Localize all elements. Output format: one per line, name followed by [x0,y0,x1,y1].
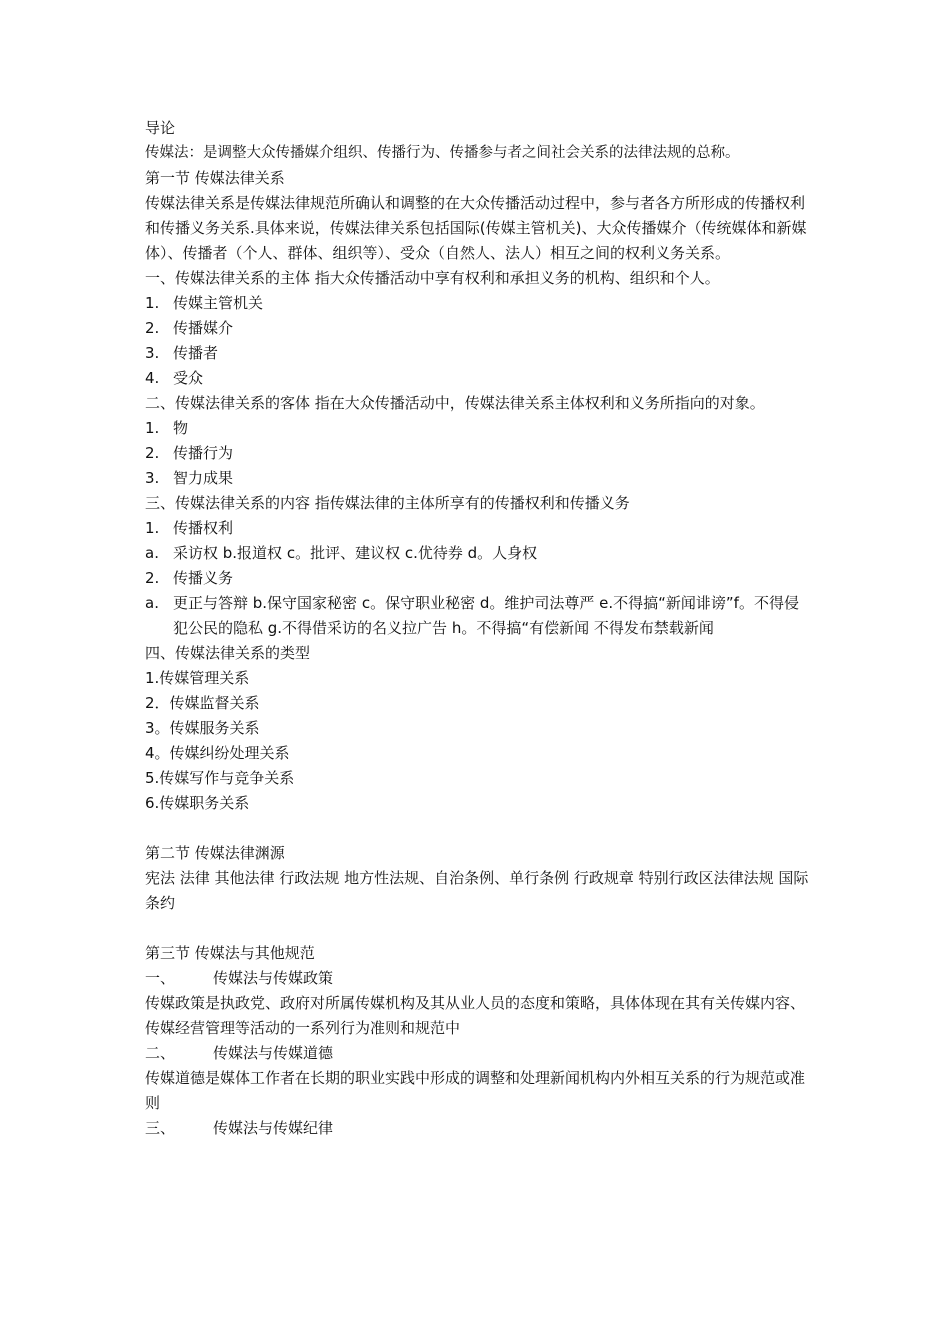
list-item-text: 智力成果 [173,469,234,487]
list-item: 4。传媒纠纷处理关系 [145,744,290,762]
blank-line [145,816,810,841]
list-item: 5.传媒写作与竞争关系 [145,769,295,787]
list-item-text: 传媒主管机关 [173,294,264,312]
part2-heading: 二、传媒法律关系的客体 指在大众传播活动中，传媒法律关系主体权利和义务所指向的对象。 [145,394,765,412]
list-item [145,566,810,591]
list-item-text: 受众 [173,369,204,387]
list-item: 3。传媒服务关系 [145,719,260,737]
subsection-number: 三、 [145,1119,176,1137]
list-item [145,416,810,441]
section1-paragraph: 传媒法律关系是传媒法律规范所确认和调整的在大众传播活动过程中，参与者各方所形成的传播权利和传播义务关系.具体来说，传媒法律关系包括国际(传媒主管机关)、大众传播媒介（传统媒体和新媒体）、传播者（个人、群体、组织等）、受众（自然人、法人）相互之间的权利义务关系。 [145,194,807,262]
part3-heading: 三、传媒法律关系的内容 指传媒法律的主体所享有的传播权利和传播义务 [145,494,630,512]
subsection-text: 传媒法与传媒政策 [213,969,334,987]
list-item-number: 1. [145,519,160,537]
subsection-text: 传媒法与传媒纪律 [213,1119,334,1137]
list-item-text: 传播者 [173,344,219,362]
list-item [145,466,810,491]
list-item: 6.传媒职务关系 [145,794,250,812]
section2-paragraph: 宪法 法律 其他法律 行政法规 地方性法规、自治条例、单行条例 行政规章 特别行政区法律法规 国际条约 [145,869,809,912]
list-item-number: 1. [145,294,160,312]
subsection-heading [145,1041,810,1066]
section2-title: 第二节 传媒法律渊源 [145,844,285,862]
section3-paragraph: 传媒政策是执政党、政府对所属传媒机构及其从业人员的态度和策略，具体体现在其有关传媒内容、传媒经营管理等活动的一系列行为准则和规范中 [145,994,806,1037]
section3-paragraph: 传媒道德是媒体工作者在长期的职业实践中形成的调整和处理新闻机构内外相互关系的行为规范或准则 [145,1069,806,1112]
list-item-letter: a. [145,594,159,612]
list-item-number: 3. [145,344,160,362]
section1-title: 第一节 传媒法律关系 [145,169,285,187]
list-item-text: 传播权利 [173,519,234,537]
subsection-number: 一、 [145,969,176,987]
subsection-heading [145,966,810,991]
list-item [145,591,810,641]
intro-title: 导论 [145,119,176,137]
list-item-text: 更正与答辩 b.保守国家秘密 c。保守职业秘密 d。维护司法尊严 e.不得搞“新闻诽谤”f。不得侵犯公民的隐私 g.不得借采访的名义拉广告 h。不得搞“有偿新闻 不得发布禁载新闻 [173,594,799,637]
subsection-text: 传媒法与传媒道德 [213,1044,334,1062]
blank-line [145,916,810,941]
list-item [145,291,810,316]
list-item [145,541,810,566]
list-item [145,341,810,366]
list-item-number: 3. [145,469,160,487]
list-item-text: 物 [173,419,189,437]
section3-title: 第三节 传媒法与其他规范 [145,944,315,962]
list-item [145,316,810,341]
list-item-text: 传播义务 [173,569,234,587]
subsection-number: 二、 [145,1044,176,1062]
list-item-text: 传播行为 [173,444,234,462]
list-item [145,516,810,541]
list-item-number: 4. [145,369,160,387]
subsection-heading [145,1116,810,1141]
list-item-letter: a. [145,544,159,562]
part4-heading: 四、传媒法律关系的类型 [145,644,311,662]
list-item-number: 2. [145,319,160,337]
list-item: 1.传媒管理关系 [145,669,250,687]
list-item-number: 2. [145,569,160,587]
list-item [145,441,810,466]
definition-line: 传媒法：是调整大众传播媒介组织、传播行为、传播参与者之间社会关系的法律法规的总称。 [145,145,740,161]
document-body [145,116,810,1141]
list-item-text: 采访权 b.报道权 c。批评、建议权 c.优待券 d。人身权 [173,544,538,562]
list-item: 2．传媒监督关系 [145,694,260,712]
part1-heading: 一、传媒法律关系的主体 指大众传播活动中享有权利和承担义务的机构、组织和个人。 [145,269,720,287]
list-item [145,366,810,391]
list-item-text: 传播媒介 [173,319,234,337]
list-item-number: 1. [145,419,160,437]
list-item-number: 2. [145,444,160,462]
